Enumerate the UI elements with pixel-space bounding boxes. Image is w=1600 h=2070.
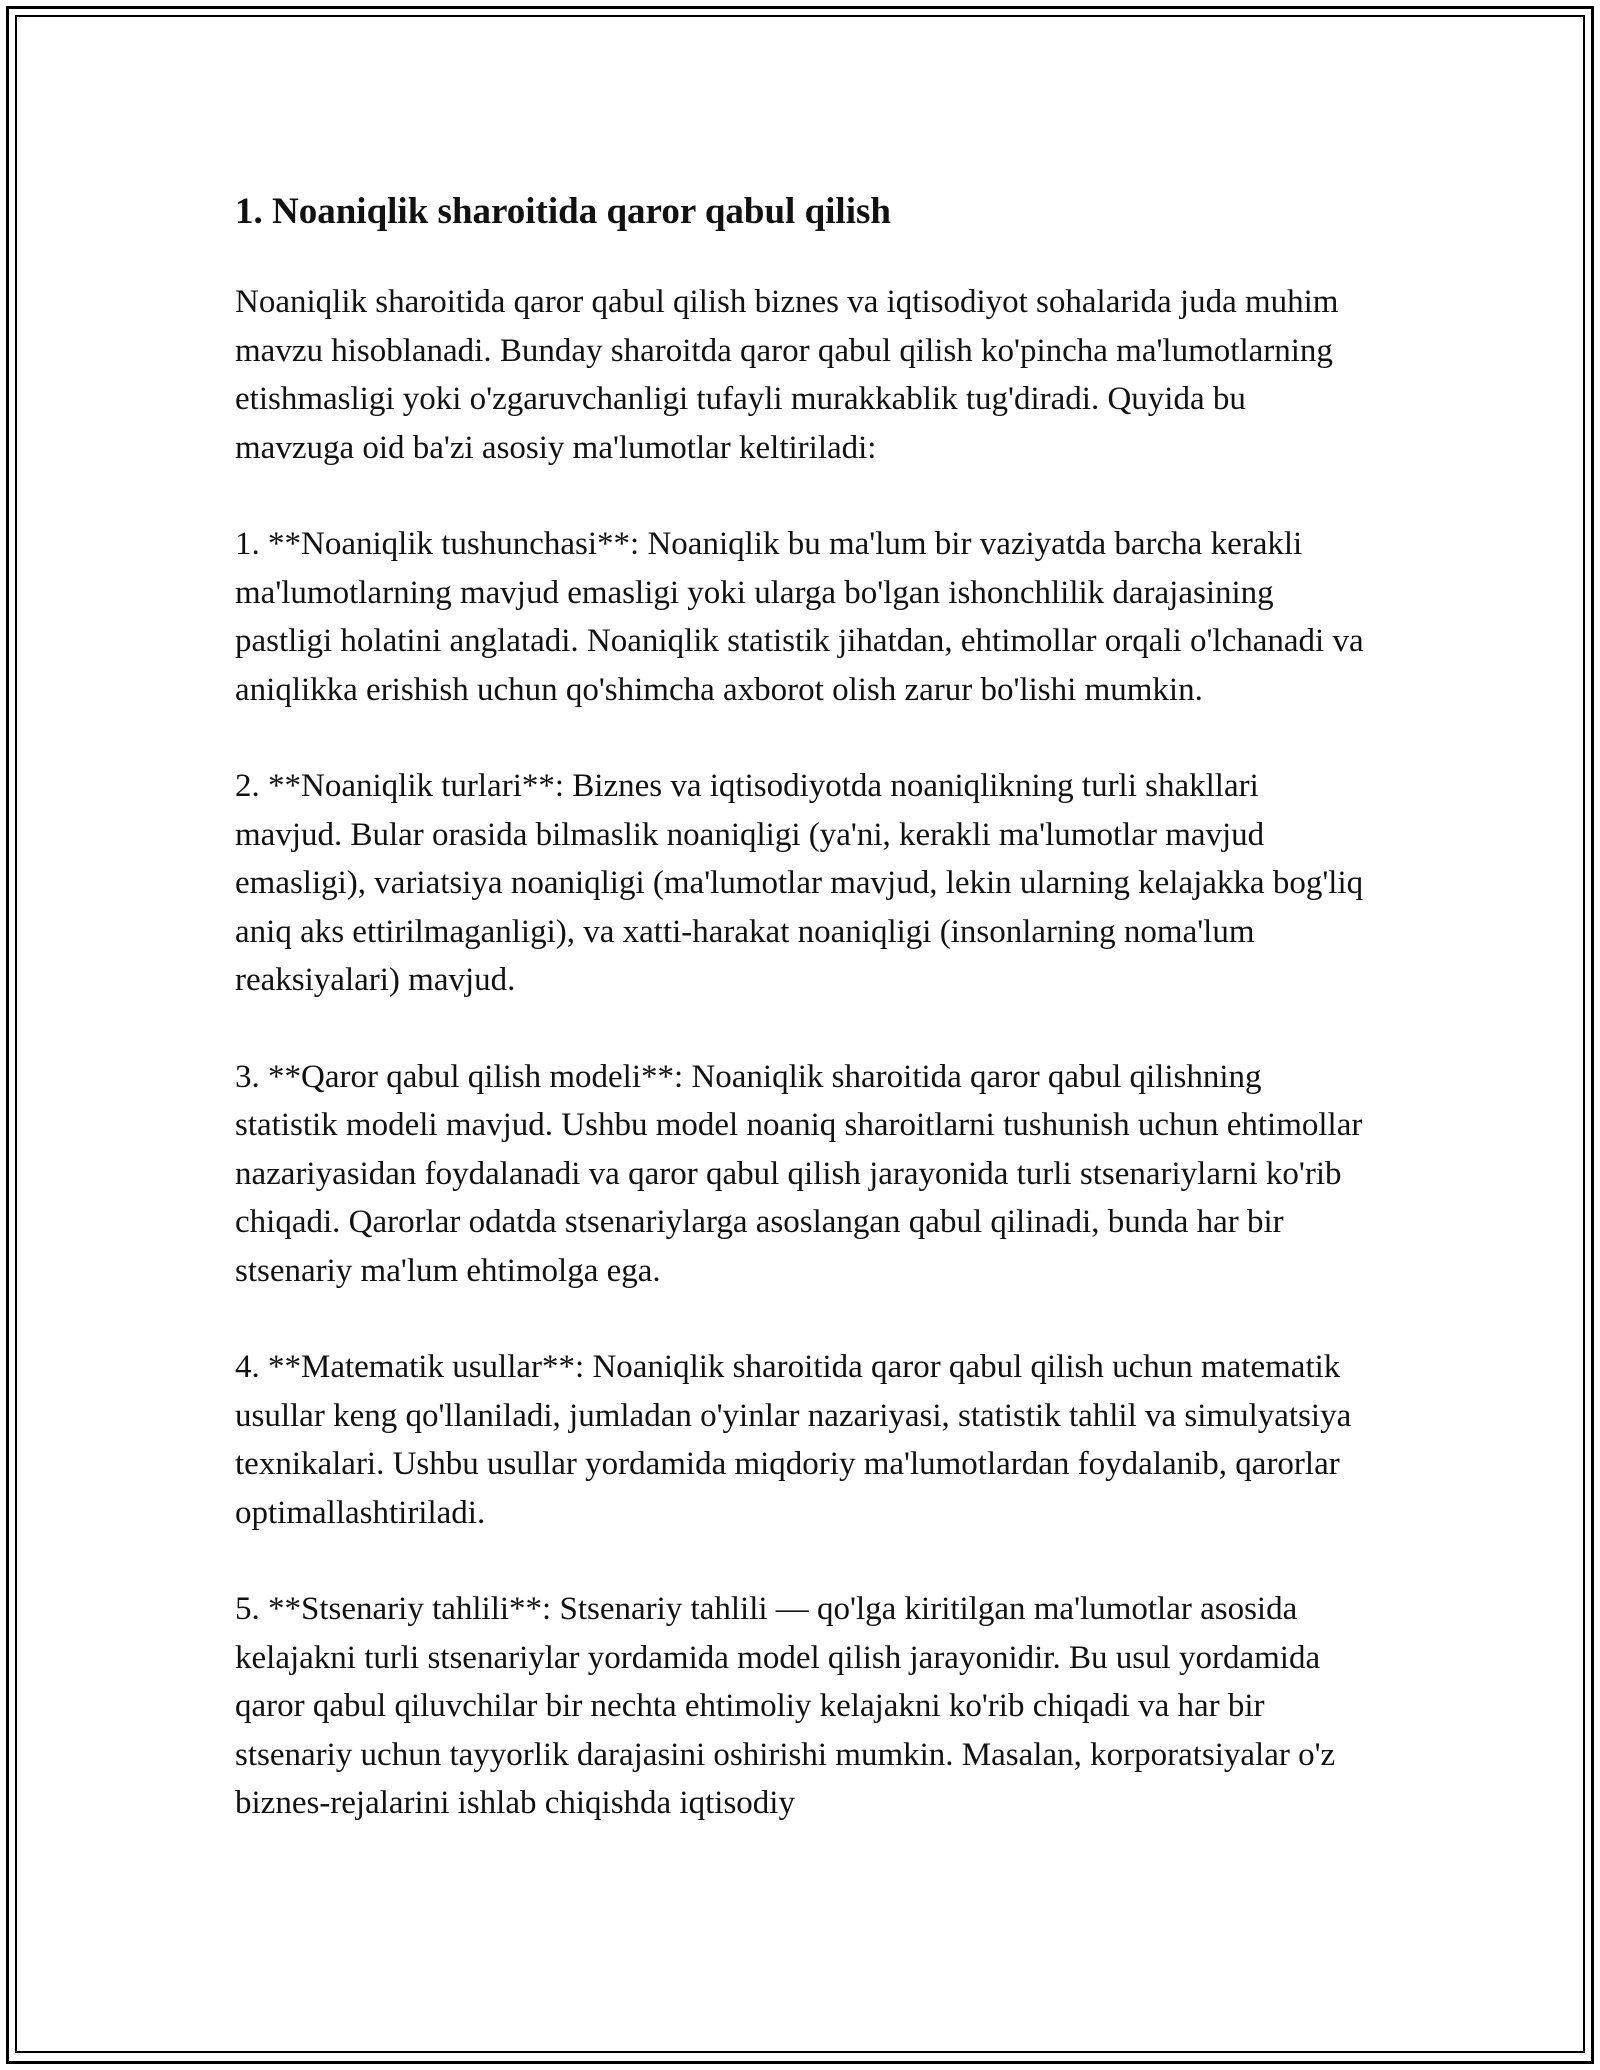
list-item-mathematical-methods: 4. **Matematik usullar**: Noaniqlik sharoitida qaror qabul qilish uchun matematik usullar keng qo'llaniladi, jumladan o'yinlar nazariyasi, statistik tahlil va simulyatsiya texnikalari. Ushbu usullar yordamida miqdoriy ma'lumotlardan foydalanib, qarorlar optimallashtiriladi. bbox=[235, 1349, 1352, 1531]
list-item-decision-model: 3. **Qaror qabul qilish modeli**: Noaniqlik sharoitida qaror qabul qilishning statistik modeli mavjud. Ushbu model noaniq sharoitlarni tushunish uchun ehtimollar nazariyasidan foydalanadi va qaror qabul qilish jarayonida turli stsenariylarni ko'rib chiqadi. Qarorlar odatda stsenariylarga asoslangan qabul qilinadi, bunda har bir stsenariy ma'lum ehtimolga ega. bbox=[235, 1058, 1363, 1289]
intro-paragraph: Noaniqlik sharoitida qaror qabul qilish biznes va iqtisodiyot sohalarida juda muhim mavzu hisoblanadi. Bunday sharoitda qaror qabul qilish ko'pincha ma'lumotlarning etishmasligi yoki o'zgaruvchanligi tufayli murakkablik tug'diradi. Quyida bu mavzuga oid ba'zi asosiy ma'lumotlar keltiriladi: bbox=[235, 284, 1339, 466]
document-title: 1. Noaniqlik sharoitida qaror qabul qilish bbox=[235, 191, 891, 232]
document-body bbox=[235, 180, 1365, 1876]
list-item-uncertainty-types: 2. **Noaniqlik turlari**: Biznes va iqtisodiyotda noaniqlikning turli shakllari mavjud. Bular orasida bilmaslik noaniqligi (ya'ni, kerakli ma'lumotlar mavjud emasligi), variatsiya noaniqligi (ma'lumotlar mavjud, lekin ularning kelajakka bog'liq aniq aks ettirilmaganligi), va xatti-harakat noaniqligi (insonlarning noma'lum reaksiyalari) mavjud. bbox=[235, 768, 1364, 998]
list-item-scenario-analysis: 5. **Stsenariy tahlili**: Stsenariy tahlili — qo'lga kiritilgan ma'lumotlar asosida kelajakni turli stsenariylar yordamida model qilish jarayonidir. Bu usul yordamida qaror qabul qiluvchilar bir nechta ehtimoliy kelajakni ko'rib chiqadi va har bir stsenariy uchun tayyorlik darajasini oshirishi mumkin. Masalan, korporatsiyalar o'z biznes-rejalarini ishlab chiqishda iqtisodiy bbox=[235, 1591, 1336, 1821]
list-item-uncertainty-concept: 1. **Noaniqlik tushunchasi**: Noaniqlik bu ma'lum bir vaziyatda barcha kerakli ma'lumotlarning mavjud emasligi yoki ularga bo'lgan ishonchlilik darajasining pastligi holatini anglatadi. Noaniqlik statistik jihatdan, ehtimollar orqali o'lchanadi va aniqlikka erishish uchun qo'shimcha axborot olish zarur bo'lishi mumkin. bbox=[235, 526, 1364, 708]
